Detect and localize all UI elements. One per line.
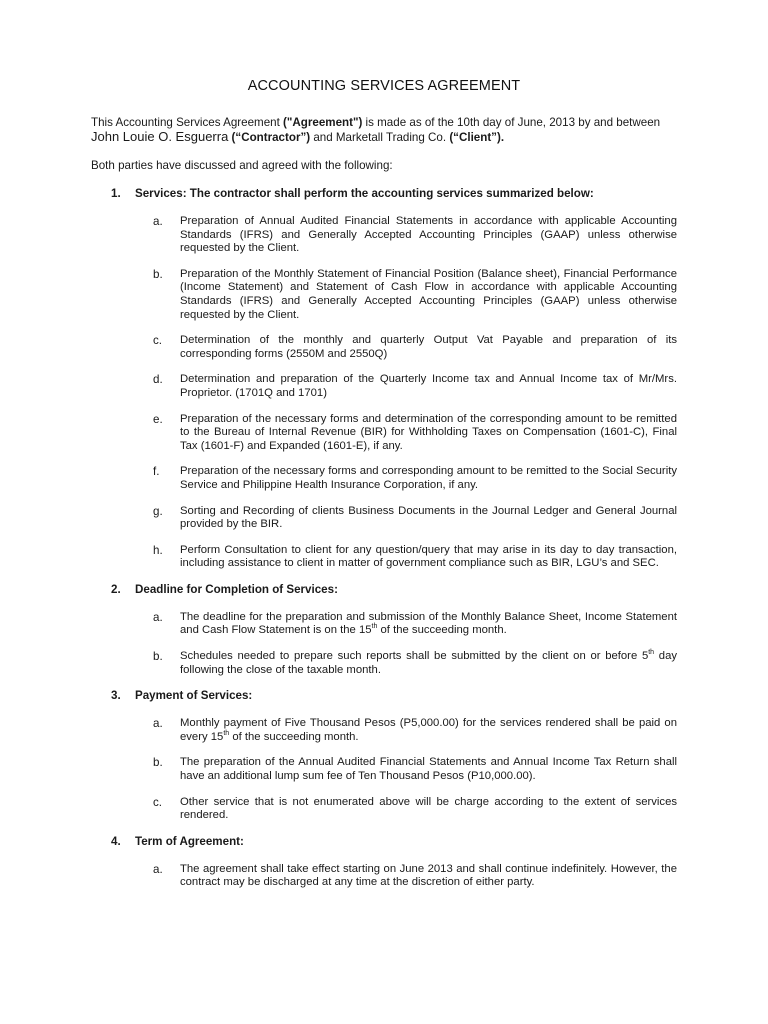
section-2 (91, 583, 677, 677)
item-text: Preparation of the Monthly Statement of Financial Position (Balance sheet), Financial Performance (Income Statement) and Statement of Cash Flow in accordance with applicable Accounting Standards (IFRS) and Generally Accepted Accounting Principles (GAAP) unless otherwise requested by the Client. (180, 267, 677, 321)
item-letter: b. (153, 650, 163, 664)
list-item (153, 334, 677, 361)
item-letter: b. (153, 756, 163, 770)
item-letter: a. (153, 215, 163, 228)
list-item (153, 373, 677, 400)
item-text-before: Monthly payment of Five Thousand Pesos (P5,000.00) for the services rendered shall be paid on every 15 (180, 717, 677, 743)
section-number: 1. (111, 187, 121, 200)
item-letter: g. (153, 504, 163, 518)
item-text-after: of the succeeding month. (377, 624, 507, 637)
section-3 (91, 689, 677, 823)
item-letter: e. (153, 412, 163, 426)
item-text: Determination of the monthly and quarterly Output Vat Payable and preparation of its corresponding forms (2550M and 2550Q) (180, 334, 677, 360)
client-label: (“Client”). (449, 131, 505, 144)
list-item (153, 544, 677, 571)
intro-text-3: and Marketall Trading Co. (310, 131, 450, 144)
item-text (180, 717, 677, 744)
item-letter: c. (153, 334, 163, 348)
item-text: Preparation of Annual Audited Financial Statements in accordance with applicable Accounting Standards (IFRS) and Generally Accepted Accounting Principles (GAAP) unless otherwise requested by the Client. (180, 215, 677, 255)
item-text-before: Schedules needed to prepare such reports shall be submitted by the client on or before 5 (180, 650, 649, 663)
sections-list (91, 187, 677, 890)
section-number: 2. (111, 582, 121, 596)
item-text-before: The deadline for the preparation and submission of the Monthly Balance Sheet, Income Statement and Cash Flow Statement is on the 15 (180, 610, 677, 637)
section-heading (111, 583, 677, 597)
list-item (153, 717, 677, 744)
item-text: Other service that is not enumerated above will be charge according to the extent of services rendered. (180, 795, 677, 822)
section-heading-text: Services: The contractor shall perform the accounting services summarized below: (135, 187, 594, 200)
section-heading (111, 835, 677, 849)
section-1 (91, 187, 677, 571)
intro-text-1: This Accounting Services Agreement (91, 116, 284, 129)
item-text (180, 611, 677, 638)
ordinal-suffix: th (371, 623, 378, 631)
item-text: The agreement shall take effect starting on June 2013 and shall continue indefinitely. However, the contract may be discharged at any time at the discretion of either party. (180, 862, 677, 889)
item-text-after: day following the close of the taxable month. (180, 650, 678, 676)
item-letter: f. (153, 465, 160, 479)
list-item (153, 413, 677, 454)
list-item (153, 505, 677, 532)
agreement-label: ("Agreement") (283, 116, 363, 129)
section-items (91, 611, 677, 677)
list-item (153, 465, 677, 492)
item-text: Sorting and Recording of clients Business Documents in the Journal Ledger and General Journal provided by the BIR. (180, 504, 677, 531)
both-parties-text: Both parties have discussed and agreed with the following: (91, 159, 393, 172)
list-item (153, 611, 677, 638)
section-number: 3. (111, 689, 121, 703)
list-item (153, 215, 677, 256)
item-text: Perform Consultation to client for any question/query that may arise in its day to day transaction, including assistance to client in matter of government compliance such as BIR, LGU’s and SEC. (180, 543, 677, 570)
section-heading-text: Deadline for Completion of Services: (135, 582, 338, 596)
intro-paragraph (91, 116, 677, 145)
ordinal-suffix: th (648, 649, 655, 657)
list-item (153, 756, 677, 783)
document-title: ACCOUNTING SERVICES AGREEMENT (247, 78, 521, 94)
section-heading-text: Payment of Services: (135, 689, 253, 703)
section-items (91, 717, 677, 823)
section-items (91, 215, 677, 571)
section-4 (91, 835, 677, 890)
item-letter: c. (153, 795, 163, 809)
section-heading-text: Term of Agreement: (135, 834, 244, 848)
item-letter: a. (153, 717, 163, 731)
item-text: Determination and preparation of the Quarterly Income tax and Annual Income tax of Mr/Mrs. Proprietor. (1701Q and 1701) (180, 373, 677, 399)
ordinal-suffix: th (223, 730, 230, 738)
section-number: 4. (111, 834, 121, 848)
item-letter: d. (153, 373, 163, 387)
item-letter: b. (153, 267, 163, 281)
section-heading (111, 689, 677, 703)
item-letter: a. (153, 862, 163, 876)
item-text (180, 650, 677, 677)
section-items (91, 863, 677, 890)
item-letter: h. (153, 543, 163, 557)
list-item (153, 268, 677, 322)
item-text: The preparation of the Annual Audited Financial Statements and Annual Income Tax Return shall have an additional lump sum fee of Ten Thousand Pesos (P10,000.00). (180, 756, 677, 783)
list-item (153, 650, 677, 677)
section-heading (111, 187, 677, 201)
intro-text-2: is made as of the 10th day of June, 2013 by and between (362, 116, 661, 129)
contractor-label: (“Contractor”) (228, 131, 311, 144)
item-text-after: of the succeeding month. (229, 730, 359, 743)
item-text: Preparation of the necessary forms and corresponding amount to be remitted to the Social Security Service and Philippine Health Insurance Corporation, if any. (180, 465, 677, 491)
item-text: Preparation of the necessary forms and determination of the corresponding amount to be remitted to the Bureau of Internal Revenue (BIR) for Withholding Taxes on Compensation (1601-C), Final Tax (1601-F) and Expanded (1601-E), if any. (180, 412, 677, 452)
contractor-name: John Louie O. Esguerra (91, 129, 229, 144)
list-item (153, 863, 677, 890)
list-item (153, 796, 677, 823)
item-letter: a. (153, 610, 163, 624)
